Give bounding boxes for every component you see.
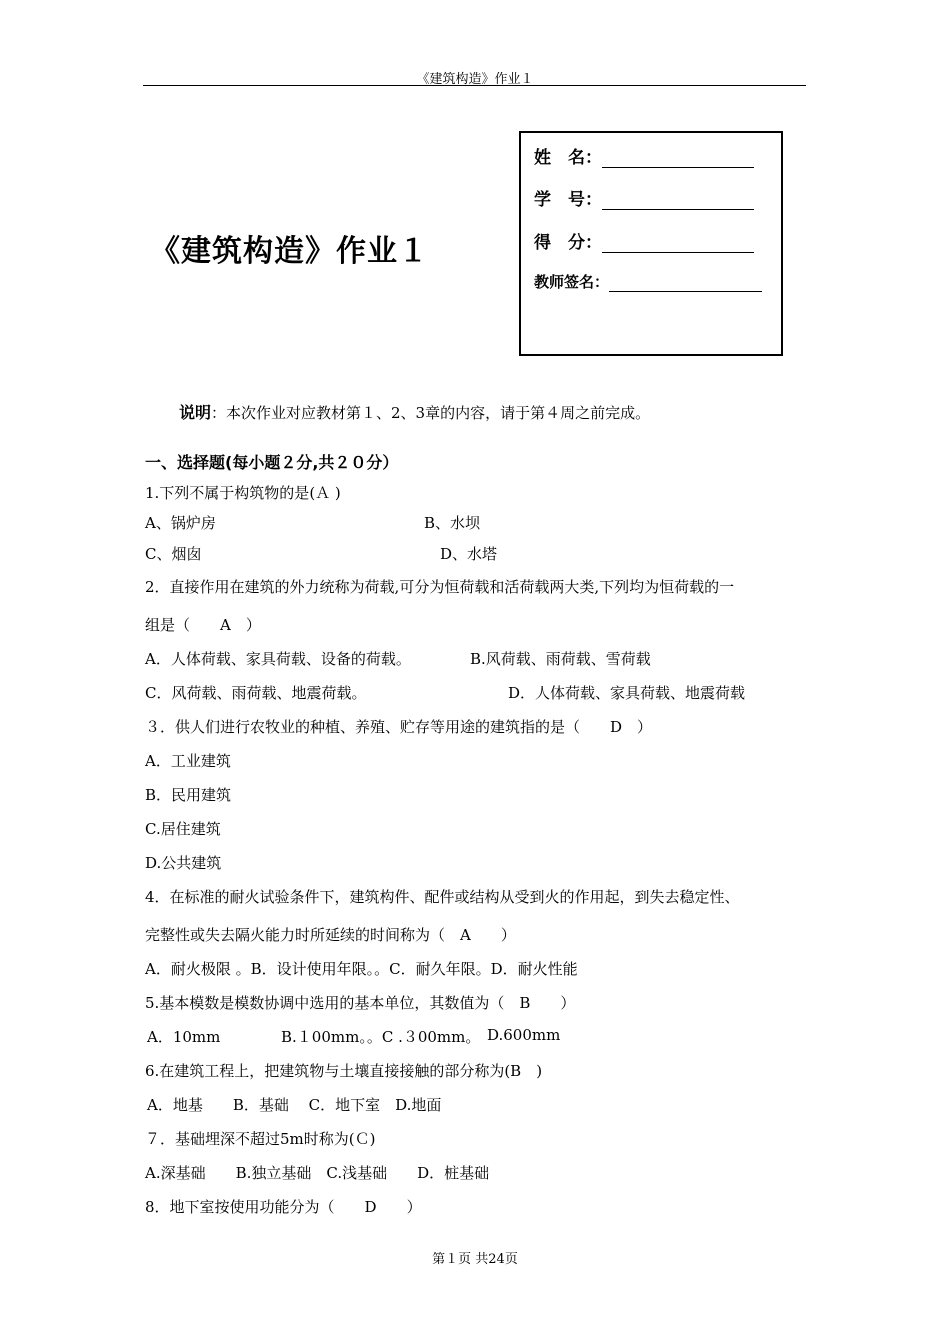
teacher-signature-label: 教师签名： xyxy=(534,273,610,291)
question-line: D.600mm xyxy=(487,1026,561,1044)
question-line: ３．供人们进行农牧业的种植、养殖、贮存等用途的建筑指的是（ D ） xyxy=(145,718,653,736)
assignment-note xyxy=(179,400,650,423)
question-line: A.深基础 B.独立基础 C.浅基础 D．桩基础 xyxy=(145,1164,490,1182)
question-line: 2．直接作用在建筑的外力统称为荷载,可分为恒荷载和活荷载两大类,下列均为恒荷载的一 xyxy=(145,578,735,596)
question-line: D、水塔 xyxy=(440,545,498,563)
name-row xyxy=(534,143,754,168)
question-line: C、烟囱 xyxy=(145,545,202,563)
teacher-signature-row xyxy=(534,271,762,292)
question-line: 6.在建筑工程上，把建筑物与土壤直接接触的部分称为(B ) xyxy=(145,1062,543,1080)
name-label: 姓 名： xyxy=(534,148,602,168)
question-line: B.１00mm。。C .３00mm。 xyxy=(281,1028,481,1046)
question-line: 完整性或失去隔火能力时所延续的时间称为（ A ） xyxy=(145,926,516,944)
note-label: 说明 xyxy=(179,403,212,422)
question-line: A、锅炉房 xyxy=(145,514,216,532)
student-id-row xyxy=(534,185,754,210)
question-line: C.居住建筑 xyxy=(145,820,221,838)
score-field-line[interactable] xyxy=(602,234,754,253)
student-id-label: 学 号： xyxy=(534,190,602,210)
question-line: B．民用建筑 xyxy=(145,786,232,804)
question-line: A．人体荷载、家具荷载、设备的荷载。 xyxy=(145,650,411,668)
question-line: A．地基 B．基础 C．地下室 D.地面 xyxy=(147,1096,442,1114)
student-id-field-line[interactable] xyxy=(602,191,754,210)
question-line: B.风荷载、雨荷载、雪荷载 xyxy=(470,650,651,668)
question-line: D.公共建筑 xyxy=(145,854,222,872)
page-footer: 第１页 共24页 xyxy=(432,1252,518,1267)
score-label: 得 分： xyxy=(534,233,602,253)
document-title: 《建筑构造》作业１ xyxy=(150,234,429,269)
question-line: ７．基础埋深不超过5m时称为(Ｃ) xyxy=(145,1130,376,1148)
question-line: D．人体荷载、家具荷载、地震荷载 xyxy=(508,684,746,702)
student-info-box xyxy=(519,131,783,356)
question-line: 5.基本模数是模数协调中选用的基本单位，其数值为（ B ） xyxy=(145,994,576,1012)
question-line: 组是（ A ） xyxy=(145,616,261,634)
running-header: 《建筑构造》作业１ xyxy=(416,72,534,87)
score-row xyxy=(534,228,754,253)
question-line: A．10mm xyxy=(147,1028,221,1046)
question-line: 4．在标准的耐火试验条件下，建筑构件、配件或结构从受到火的作用起，到失去稳定性、 xyxy=(145,888,740,906)
teacher-signature-line[interactable] xyxy=(609,273,762,292)
section-heading: 一、选择题(每小题２分,共２０分） xyxy=(145,453,399,472)
question-line: 1.下列不属于构筑物的是(Ａ ) xyxy=(145,484,341,502)
question-line: C．风荷载、雨荷载、地震荷载。 xyxy=(145,684,367,702)
note-text: ：本次作业对应教材第１、2、3章的内容，请于第４周之前完成。 xyxy=(211,404,651,422)
name-field-line[interactable] xyxy=(602,149,754,168)
question-line: 8．地下室按使用功能分为（ D ） xyxy=(145,1198,422,1216)
header-rule xyxy=(143,85,806,86)
question-line: A．耐火极限 。B．设计使用年限。。C．耐久年限。D．耐火性能 xyxy=(145,960,578,978)
question-line: B、水坝 xyxy=(424,514,481,532)
question-line: A．工业建筑 xyxy=(145,752,231,770)
